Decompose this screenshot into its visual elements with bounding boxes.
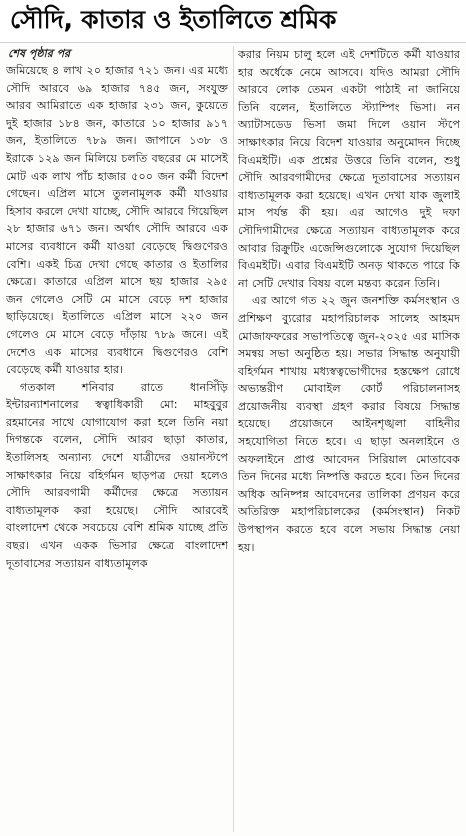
headline-bar <box>0 0 466 43</box>
left-column <box>6 46 228 832</box>
paragraph: গতকাল শনিবার রাতে ধানসিঁড়ি ইন্টারন্যাশনালের স্বত্বাধিকারী মো: মাহবুবুর রহমানের সাথে যোগাযোগ করা হলে তিনি নয়া দিগন্তকে বলেন, সৌদি আরব ছাড়া কাতার, ইতালিসহ অন্যান্য দেশে যাত্রীদের ওয়ানস্টপে সাক্ষাৎকার নিয়ে বহির্গমন ছাড়পত্র দেয়া হলেও সৌদি আরবগামী কর্মীদের ক্ষেত্রে সত্যায়ন বাধ্যতামূলক করা হয়েছে। সৌদি আরবেই বাংলাদেশ থেকে সবচেয়ে বেশি শ্রমিক যাচ্ছে প্রতি বছর। এখন একক ভিসার ক্ষেত্রে বাংলাদেশ দূতাবাসের সত্যায়ন বাধ্যতামূলক <box>6 380 228 570</box>
continued-label: শেষ পৃষ্ঠার পর <box>8 47 71 60</box>
article-body <box>6 46 460 832</box>
paragraph: এর আগে গত ২২ জুন জনশক্তি কর্মসংস্থান ও প্রশিক্ষণ ব্যুরোর মহাপরিচালক সালেহ আহমদ মোজাফফরের সভাপতিত্বে জুন-২০২৫ এর মাসিক সমন্বয় সভা অনুষ্ঠিত হয়। সভার সিদ্ধান্ত অনুযায়ী বহির্গমন শাখায় মধ্যস্বত্বভোগীদের হস্তক্ষেপ রোধে অভ্যন্তরীণ মোবাইল কোর্ট পরিচালনাসহ প্রয়োজনীয় ব্যবস্থা গ্রহণ করার বিষয়ে সিদ্ধান্ত হয়েছে। প্রয়োজনে আইনশৃঙ্খলা বাহিনীর সহযোগিতা নিতে হবে। এ ছাড়া অনলাইনে ও অফলাইনে প্রাপ্ত আবেদন সিরিয়াল মোতাবেক তিন দিনের মধ্যে নিষ্পত্তি করতে হবে। তিন দিনের অধিক অনিষ্পন্ন আবেদনের তালিকা প্রণয়ন করে অতিরিক্ত মহাপরিচালকের (কর্মসংস্থান) নিকট উপস্থাপন করতে হবে বলে সভায় সিদ্ধান্ত নেয়া হয়। <box>238 294 460 554</box>
paragraph: জমিয়েছে ৪ লাখ ২০ হাজার ৭২১ জন। এর মধ্যে সৌদি আরবে ৬৯ হাজার ৭৪৫ জন, সংযুক্ত আরব আমিরাতে এক হাজার ২৩১ জন, কুয়েতে দুই হাজার ১৮৪ জন, কাতারে ১০ হাজার ৯১৭ জন, ইতালিতে ৭৮৯ জন। জাপানে ১৩৮ ও ইরাকে ১২৯ জন মিলিয়ে চলতি বছরের মে মাসেই মোট এক লাখ পাঁচ হাজার ৫০০ জন কর্মী বিদেশ গেছেন। এপ্রিল মাসে তুলনামূলক কর্মী যাওয়ার হিসাব করলে দেখা যাচ্ছে, সৌদি আরবে গিয়েছিল ২৮ হাজার ৬৭১ জন। অর্থাৎ সৌদি আরবে এক মাসের ব্যবধানে কর্মী যাওয়া বেড়েছে দ্বিগুণেরও বেশি। একই চিত্র দেখা গেছে কাতার ও ইতালির ক্ষেত্রে। কাতারে এপ্রিল মাসে ছয় হাজার ২৯৫ জন গেলেও সেটি মে মাসে বেড়ে দশ হাজার ছাড়িয়েছে। ইতালিতে এপ্রিল মাসে ২২০ জন গেলেও মে মাসে বেড়ে দাঁড়ায় ৭৮৯ জনে। এই দেশেও এক মাসের ব্যবধানে দ্বিগুণেরও বেশি বেড়েছে কর্মী যাওয়ার হার। <box>6 64 228 377</box>
paragraph: করার নিয়ম চালু হলে এই দেশটিতে কর্মী যাওয়ার হার অর্ধেকে নেমে আসবে। যদিও আমরা সৌদি আরবে লোক তেমন একটা পাঠাই না জানিয়ে তিনি বলেন, ইতালিতে স্ট্যাম্পিং ভিসা। নন অ্যাটাসডেড ভিসা জমা দিলে ওয়ান স্টপে সাক্ষাৎকার নিয়ে বিদেশ যাওয়ার অনুমোদন দিচ্ছে বিএমইটি। এক প্রশ্নের উত্তরে তিনি বলেন, শুধু সৌদি আরবগামীদের ক্ষেত্রে দূতাবাসের সত্যায়ন বাধ্যতামূলক করা হয়েছে। এখন দেখা যাক জুলাই মাস পর্যন্ত কী হয়। এর আগেও দুই দফা সৌদিগামীদের ক্ষেত্রে সত্যায়ন বাধ্যতামূলক করে আবার রিক্রুটিং এজেন্সিগুলোকে সুযোগ দিয়েছিল বিএমইটি। এবার বিএমইটি অনড় থাকতে পারে কি না সেটি দেখার বিষয় বলে মন্তব্য করেন তিনি। <box>238 48 460 290</box>
right-column <box>238 46 460 832</box>
column-divider <box>233 46 234 832</box>
article-headline: সৌদি, কাতার ও ইতালিতে শ্রমিক <box>10 5 337 34</box>
